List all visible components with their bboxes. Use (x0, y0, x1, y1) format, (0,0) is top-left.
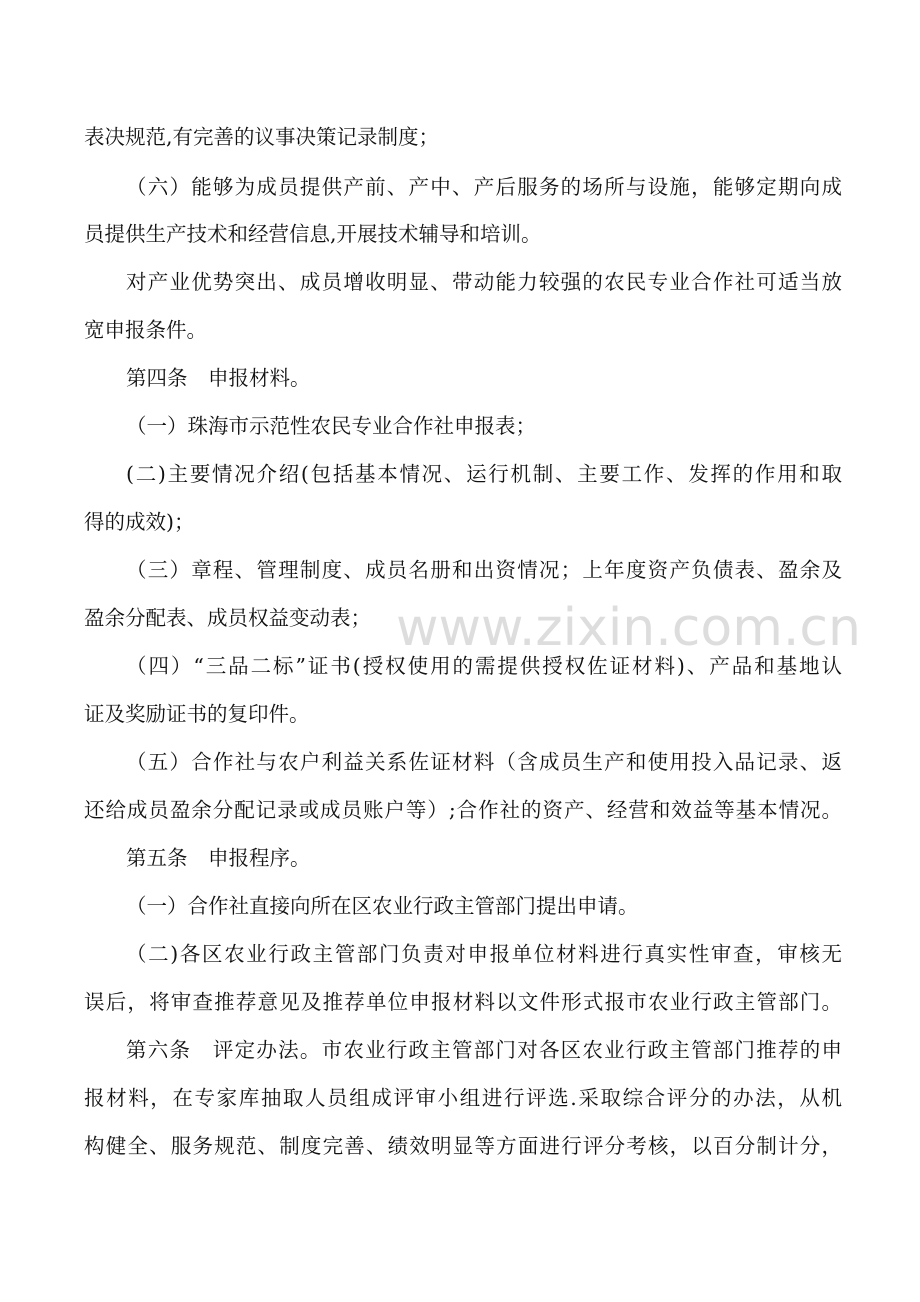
paragraph-line-18: （二)各区农业行政主管部门负责对申报单位材料进行真实性审查，审核无 (126, 942, 842, 966)
article-6-line-1: 第六条 评定办法。市农业行政主管部门对各区农业行政主管部门推荐的申 (126, 1038, 842, 1062)
paragraph-line-14: （五）合作社与农户利益关系佐证材料（含成员生产和使用投入品记录、返 (126, 750, 842, 774)
paragraph-line-5: 宽申报条件。 (84, 318, 207, 342)
paragraph-line-1: 表决规范,有完善的议事决策记录制度； (84, 125, 440, 149)
paragraph-line-8: (二)主要情况介绍(包括基本情况、运行机制、主要工作、发挥的作用和取 (126, 462, 842, 486)
paragraph-line-19: 误后，将审查推荐意见及推荐单位申报材料以文件形式报市农业行政主管部门。 (84, 990, 842, 1014)
paragraph-line-2: （六）能够为成员提供产前、产中、产后服务的场所与设施，能够定期向成 (126, 175, 842, 199)
paragraph-line-13: 证及奖励证书的复印件。 (84, 702, 310, 726)
article-5-heading: 第五条 申报程序。 (126, 846, 311, 870)
paragraph-line-15: 还给成员盈余分配记录或成员账户等）;合作社的资产、经营和效益等基本情况。 (84, 798, 842, 822)
paragraph-line-9: 得的成效)； (84, 510, 195, 534)
watermark-text: www.zixin.com.cn (396, 598, 861, 658)
paragraph-line-7: （一）珠海市示范性农民专业合作社申报表； (126, 414, 536, 438)
paragraph-line-11: 盈余分配表、成员权益变动表； (84, 606, 371, 630)
article-6-line-2: 报材料，在专家库抽取人员组成评审小组进行评选.采取综合评分的办法，从机 (84, 1086, 842, 1110)
paragraph-line-12: （四）“三品二标”证书(授权使用的需提供授权佐证材料)、产品和基地认 (126, 654, 842, 678)
article-6-line-3: 构健全、服务规范、制度完善、绩效明显等方面进行评分考核，以百分制计分， (84, 1134, 842, 1158)
paragraph-line-10: （三）章程、管理制度、成员名册和出资情况；上年度资产负债表、盈余及 (126, 558, 842, 582)
paragraph-line-3: 员提供生产技术和经营信息,开展技术辅导和培训。 (84, 222, 542, 246)
paragraph-line-17: （一）合作社直接向所在区农业行政主管部门提出申请。 (126, 894, 639, 918)
paragraph-line-4: 对产业优势突出、成员增收明显、带动能力较强的农民专业合作社可适当放 (126, 270, 842, 294)
article-4-heading: 第四条 申报材料。 (126, 366, 311, 390)
